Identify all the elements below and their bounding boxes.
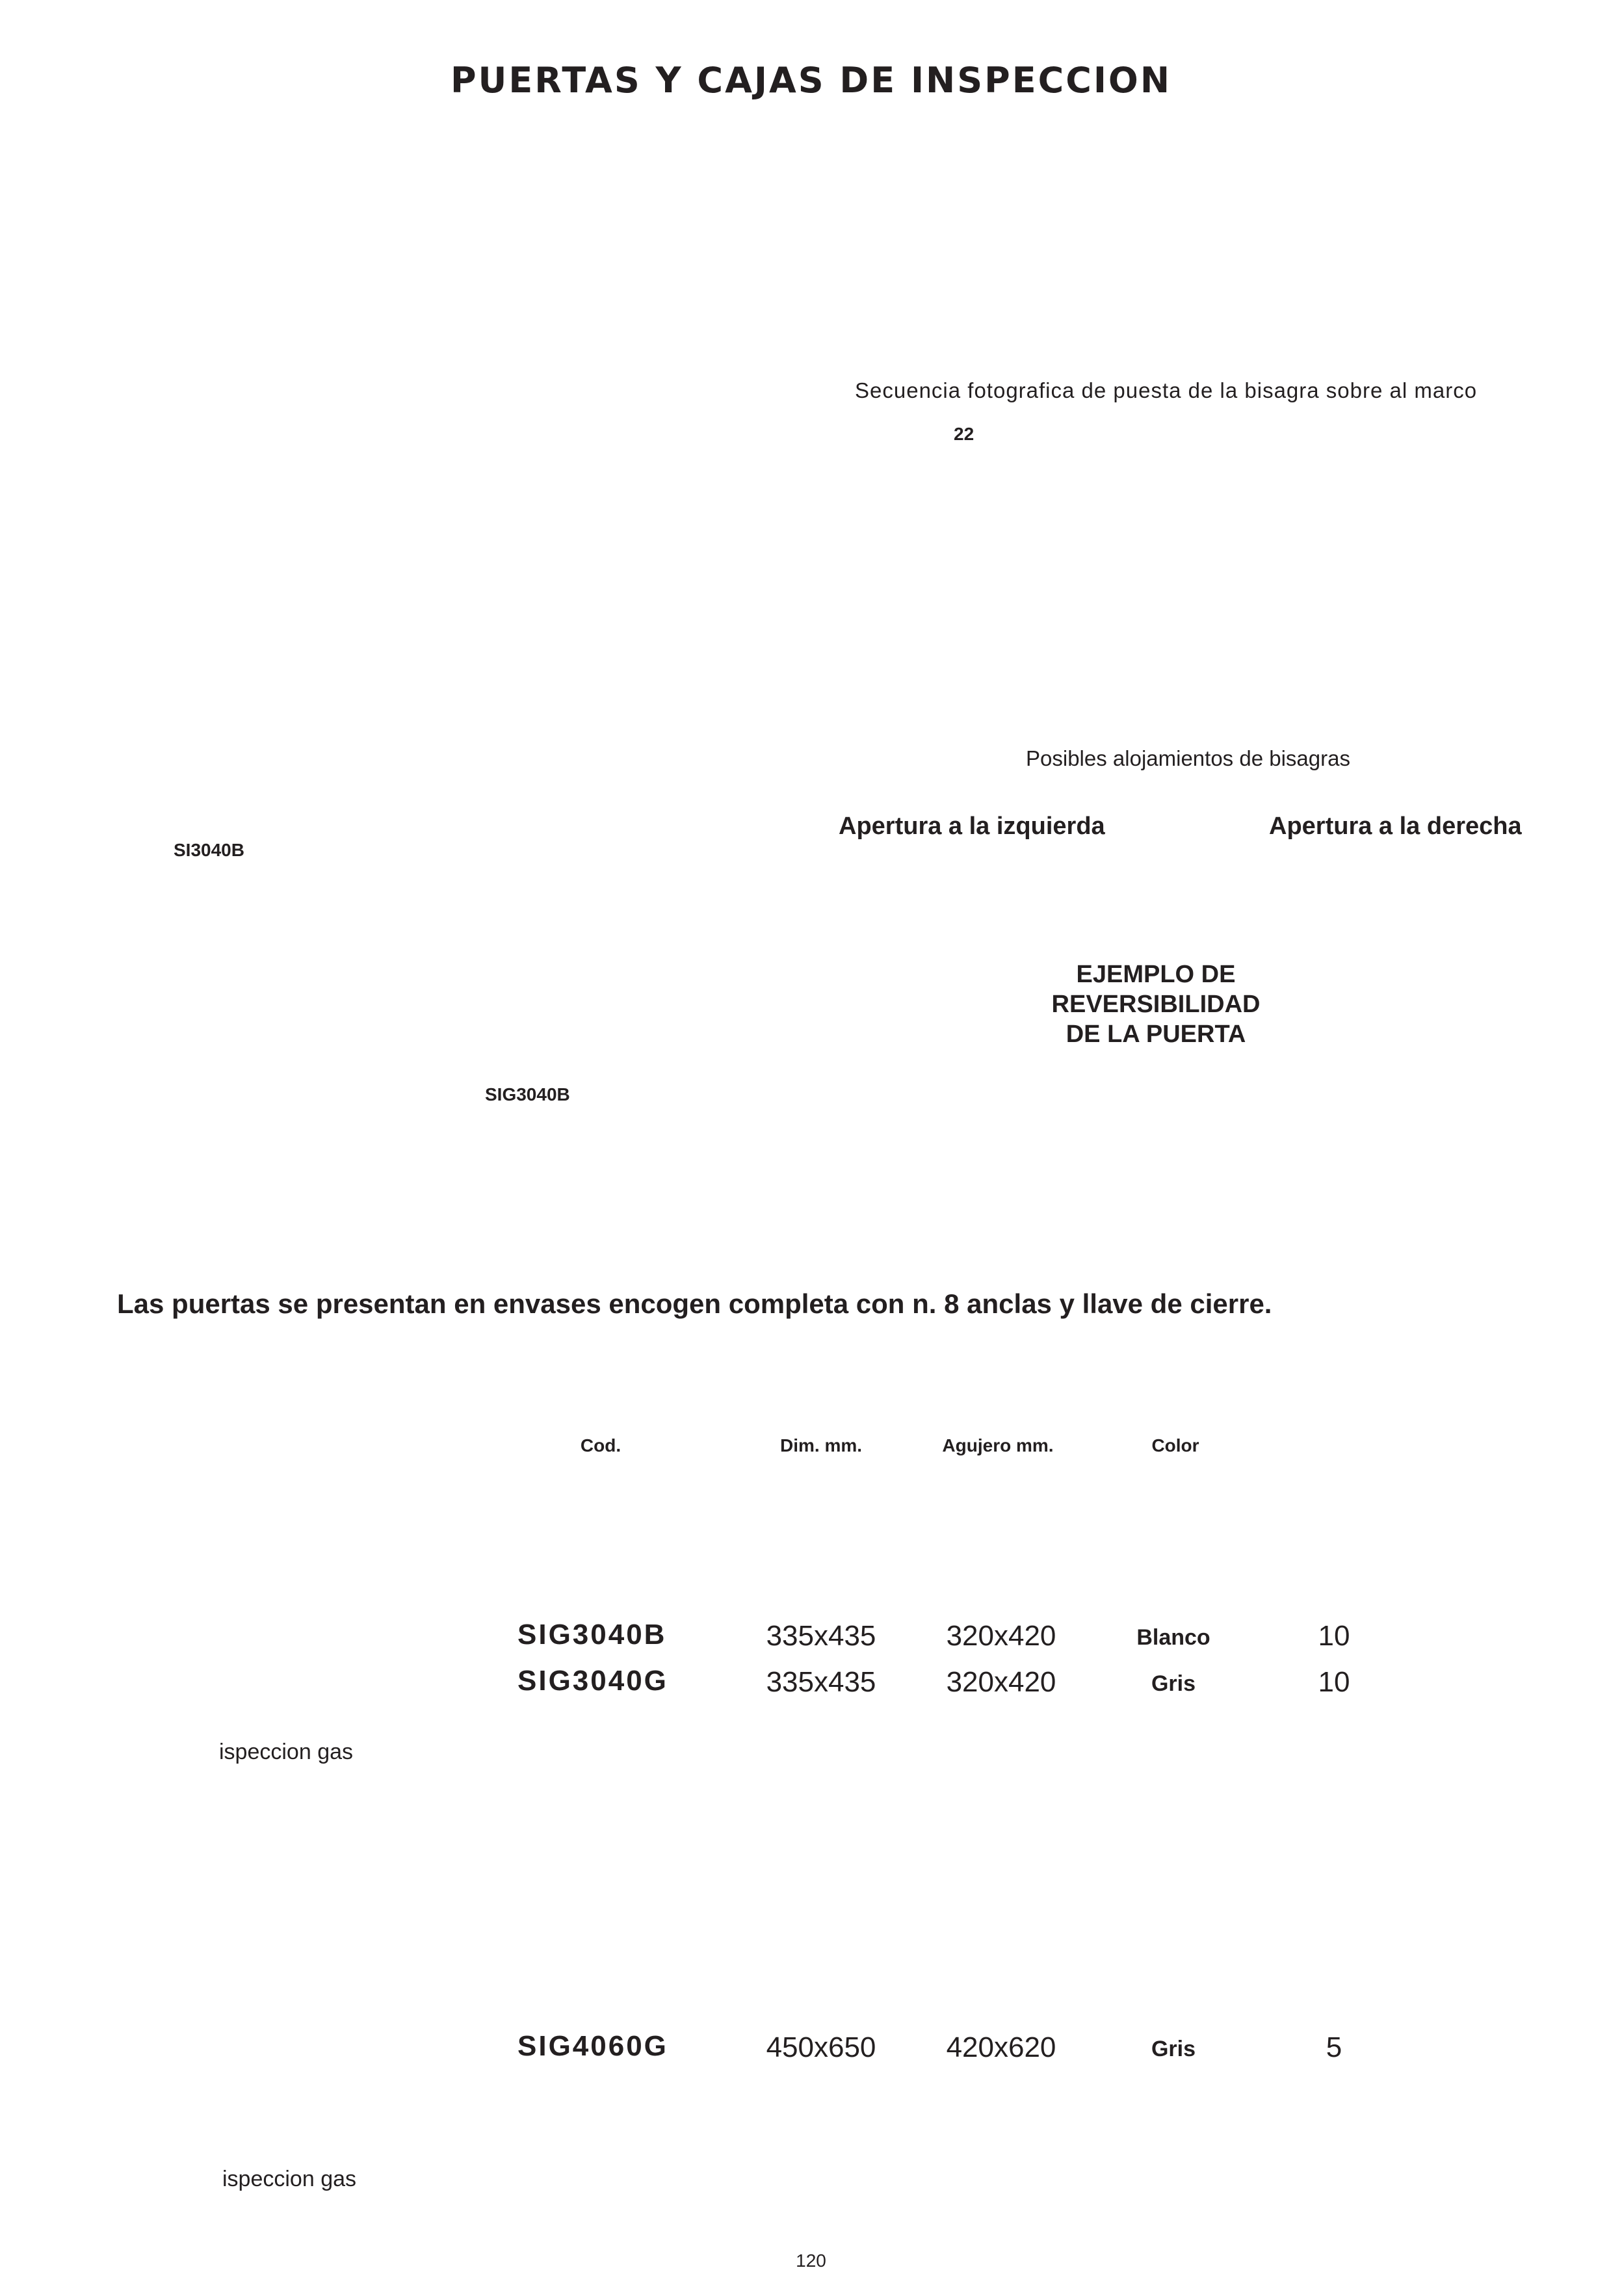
header-hole: Agujero mm. — [942, 1435, 1054, 1455]
row-color: Gris — [1151, 1671, 1196, 1696]
row-code: SIG4060G — [517, 2030, 668, 2062]
reversibility-line: DE LA PUERTA — [1066, 1021, 1246, 1048]
row-quantity: 10 — [1318, 1620, 1350, 1652]
row-hole: 320x420 — [946, 1666, 1056, 1698]
row-color: Gris — [1151, 2037, 1196, 2061]
row-quantity: 5 — [1326, 2031, 1342, 2063]
hinges-caption: Posibles alojamientos de bisagras — [1026, 746, 1350, 770]
section-label: ispeccion gas — [222, 2167, 357, 2191]
product-label-si3040b: SI3040B — [174, 840, 244, 860]
row-dimensions: 450x650 — [766, 2031, 876, 2063]
sequence-number: 22 — [954, 424, 975, 444]
header-dimensions: Dim. mm. — [779, 1435, 863, 1455]
sequence-caption: Secuencia fotografica de puesta de la bisagra sobre al marco — [855, 378, 1478, 402]
row-code: SIG3040B — [517, 1619, 667, 1650]
left-opening-label: Apertura a la izquierda — [839, 813, 1105, 840]
section-label: ispeccion gas — [219, 1740, 354, 1764]
row-color: Blanco — [1136, 1625, 1210, 1650]
reversibility-line: REVERSIBILIDAD — [1051, 991, 1261, 1018]
row-hole: 320x420 — [946, 1620, 1056, 1652]
row-dimensions: 335x435 — [766, 1666, 876, 1698]
product-label-sig3040b: SIG3040B — [485, 1084, 570, 1104]
row-dimensions: 335x435 — [766, 1620, 876, 1652]
right-opening-label: Apertura a la derecha — [1269, 813, 1522, 840]
reversibility-line: EJEMPLO DE — [1076, 961, 1236, 988]
row-hole: 420x620 — [946, 2031, 1056, 2063]
header-color: Color — [1151, 1435, 1199, 1455]
page-number: 120 — [796, 2250, 826, 2271]
row-quantity: 10 — [1318, 1666, 1350, 1698]
page-title: PUERTAS Y CAJAS DE INSPECCION — [450, 60, 1172, 101]
reversibility-note — [1026, 959, 1286, 1049]
header-code: Cod. — [580, 1435, 621, 1455]
row-code: SIG3040G — [517, 1665, 668, 1697]
packaging-note: Las puertas se presentan en envases encogen completa con n. 8 anclas y llave de cierre. — [117, 1288, 1272, 1319]
